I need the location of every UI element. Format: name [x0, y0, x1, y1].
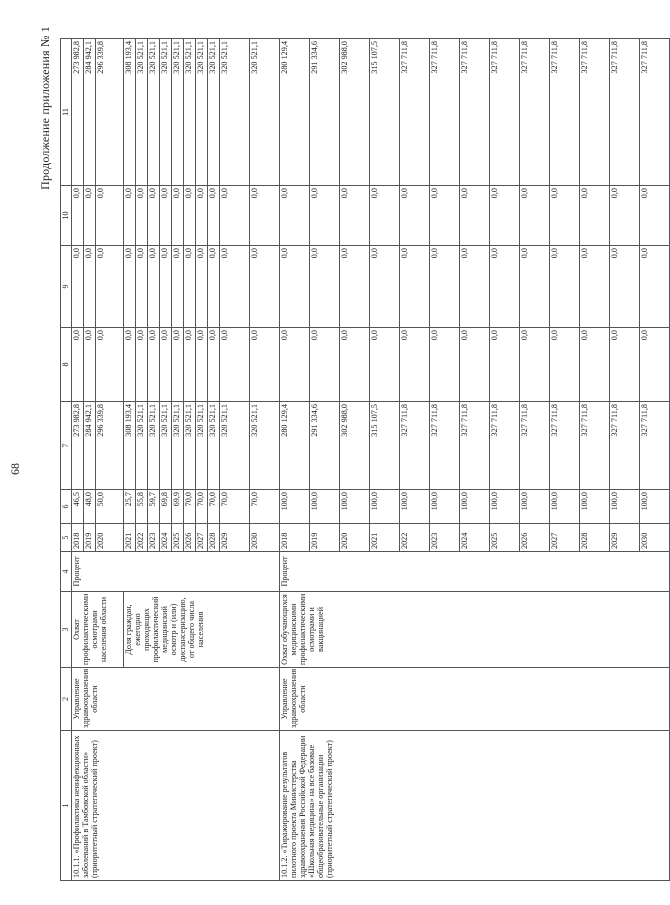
total-cell: 273 982,8 — [72, 402, 84, 490]
header-row — [61, 39, 72, 881]
other-sources-cell: 280 129,4 — [280, 39, 310, 186]
year-cell: 2026 — [520, 524, 550, 552]
header-cell: 9 — [61, 246, 72, 328]
local-budget-cell: 0,0 — [148, 186, 160, 246]
year-cell: 2021 — [124, 524, 136, 552]
regional-budget-cell: 0,0 — [610, 246, 640, 328]
federal-budget-cell: 0,0 — [550, 328, 580, 402]
year-cell: 2023 — [430, 524, 460, 552]
local-budget-cell: 0,0 — [72, 186, 84, 246]
percent-cell: 100,0 — [400, 490, 430, 524]
header-cell: 11 — [61, 39, 72, 186]
year-cell: 2030 — [640, 524, 670, 552]
percent-cell: 100,0 — [310, 490, 340, 524]
year-cell: 2018 — [280, 524, 310, 552]
total-cell: 291 334,6 — [310, 402, 340, 490]
percent-cell: 70,0 — [220, 490, 250, 524]
federal-budget-cell: 0,0 — [96, 328, 124, 402]
federal-budget-cell: 0,0 — [610, 328, 640, 402]
other-sources-cell: 273 982,8 — [72, 39, 84, 186]
local-budget-cell: 0,0 — [460, 186, 490, 246]
year-cell: 2029 — [610, 524, 640, 552]
total-cell: 327 711,8 — [550, 402, 580, 490]
header-cell: 3 — [61, 592, 72, 668]
regional-budget-cell: 0,0 — [550, 246, 580, 328]
other-sources-cell: 320 521,1 — [172, 39, 184, 186]
local-budget-cell: 0,0 — [136, 186, 148, 246]
local-budget-cell: 0,0 — [400, 186, 430, 246]
year-cell: 2020 — [340, 524, 370, 552]
unit-cell: Процент — [72, 552, 280, 592]
total-cell: 320 521,1 — [220, 402, 250, 490]
appendix-title: Продолжение приложения № 1 — [38, 26, 52, 190]
table-row — [280, 39, 310, 881]
local-budget-cell: 0,0 — [370, 186, 400, 246]
year-cell: 2019 — [84, 524, 96, 552]
percent-cell: 100,0 — [460, 490, 490, 524]
total-cell: 320 521,1 — [172, 402, 184, 490]
local-budget-cell: 0,0 — [160, 186, 172, 246]
local-budget-cell: 0,0 — [550, 186, 580, 246]
federal-budget-cell: 0,0 — [520, 328, 550, 402]
regional-budget-cell: 0,0 — [640, 246, 670, 328]
other-sources-cell: 327 711,8 — [490, 39, 520, 186]
page-number: 68 — [8, 463, 22, 475]
regional-budget-cell: 0,0 — [72, 246, 84, 328]
federal-budget-cell: 0,0 — [136, 328, 148, 402]
percent-cell: 100,0 — [280, 490, 310, 524]
percent-cell: 70,0 — [184, 490, 196, 524]
federal-budget-cell: 0,0 — [84, 328, 96, 402]
percent-cell: 100,0 — [430, 490, 460, 524]
other-sources-cell: 327 711,8 — [550, 39, 580, 186]
federal-budget-cell: 0,0 — [490, 328, 520, 402]
total-cell: 320 521,1 — [148, 402, 160, 490]
year-cell: 2030 — [250, 524, 280, 552]
regional-budget-cell: 0,0 — [370, 246, 400, 328]
local-budget-cell: 0,0 — [310, 186, 340, 246]
regional-budget-cell: 0,0 — [172, 246, 184, 328]
percent-cell: 55,8 — [136, 490, 148, 524]
percent-cell: 69,8 — [160, 490, 172, 524]
local-budget-cell: 0,0 — [340, 186, 370, 246]
other-sources-cell: 284 942,1 — [84, 39, 96, 186]
local-budget-cell: 0,0 — [610, 186, 640, 246]
other-sources-cell: 308 193,4 — [124, 39, 136, 186]
federal-budget-cell: 0,0 — [220, 328, 250, 402]
total-cell: 280 129,4 — [280, 402, 310, 490]
percent-cell: 50,0 — [96, 490, 124, 524]
total-cell: 320 521,1 — [208, 402, 220, 490]
federal-budget-cell: 0,0 — [430, 328, 460, 402]
local-budget-cell: 0,0 — [184, 186, 196, 246]
total-cell: 327 711,8 — [580, 402, 610, 490]
federal-budget-cell: 0,0 — [310, 328, 340, 402]
percent-cell: 100,0 — [580, 490, 610, 524]
local-budget-cell: 0,0 — [208, 186, 220, 246]
federal-budget-cell: 0,0 — [124, 328, 136, 402]
regional-budget-cell: 0,0 — [280, 246, 310, 328]
year-cell: 2024 — [160, 524, 172, 552]
year-cell: 2027 — [196, 524, 208, 552]
regional-budget-cell: 0,0 — [400, 246, 430, 328]
other-sources-cell: 320 521,1 — [220, 39, 250, 186]
other-sources-cell: 327 711,8 — [610, 39, 640, 186]
year-cell: 2027 — [550, 524, 580, 552]
other-sources-cell: 320 521,1 — [208, 39, 220, 186]
regional-budget-cell: 0,0 — [208, 246, 220, 328]
percent-cell: 100,0 — [520, 490, 550, 524]
regional-budget-cell: 0,0 — [124, 246, 136, 328]
federal-budget-cell: 0,0 — [250, 328, 280, 402]
year-cell: 2018 — [72, 524, 84, 552]
other-sources-cell: 327 711,8 — [520, 39, 550, 186]
local-budget-cell: 0,0 — [250, 186, 280, 246]
other-sources-cell: 320 521,1 — [136, 39, 148, 186]
federal-budget-cell: 0,0 — [148, 328, 160, 402]
year-cell: 2020 — [96, 524, 124, 552]
federal-budget-cell: 0,0 — [184, 328, 196, 402]
year-cell: 2029 — [220, 524, 250, 552]
regional-budget-cell: 0,0 — [96, 246, 124, 328]
regional-budget-cell: 0,0 — [430, 246, 460, 328]
total-cell: 320 521,1 — [184, 402, 196, 490]
total-cell: 308 193,4 — [124, 402, 136, 490]
percent-cell: 59,7 — [148, 490, 160, 524]
header-cell: 7 — [61, 402, 72, 490]
other-sources-cell: 327 711,8 — [580, 39, 610, 186]
percent-cell: 70,0 — [250, 490, 280, 524]
local-budget-cell: 0,0 — [280, 186, 310, 246]
percent-cell: 46,5 — [72, 490, 84, 524]
table-body — [72, 39, 670, 881]
header-cell: 4 — [61, 552, 72, 592]
header-cell: 6 — [61, 490, 72, 524]
federal-budget-cell: 0,0 — [400, 328, 430, 402]
regional-budget-cell: 0,0 — [310, 246, 340, 328]
regional-budget-cell: 0,0 — [184, 246, 196, 328]
regional-budget-cell: 0,0 — [148, 246, 160, 328]
federal-budget-cell: 0,0 — [208, 328, 220, 402]
event-name-cell: 10.1.2. «Тиражирование результатов пилотного проекта Министерства здравоохранения Российской Федерации «Школьная медицина» на все базовые общеобразовательные организации (приоритетный стратегический проект) — [280, 731, 670, 881]
federal-budget-cell: 0,0 — [72, 328, 84, 402]
other-sources-cell: 302 988,0 — [340, 39, 370, 186]
header-cell: 1 — [61, 731, 72, 881]
regional-budget-cell: 0,0 — [250, 246, 280, 328]
percent-cell: 69,9 — [172, 490, 184, 524]
table-row — [72, 39, 84, 881]
event-name-cell: 10.1.1. «Профилактика неинфекционных заболеваний в Тамбовской области» (приоритетный стратегический проект) — [72, 731, 280, 881]
year-cell: 2021 — [370, 524, 400, 552]
year-cell: 2028 — [580, 524, 610, 552]
total-cell: 320 521,1 — [160, 402, 172, 490]
program-table — [60, 38, 670, 881]
percent-cell: 25,7 — [124, 490, 136, 524]
percent-cell: 100,0 — [370, 490, 400, 524]
total-cell: 315 107,5 — [370, 402, 400, 490]
other-sources-cell: 327 711,8 — [400, 39, 430, 186]
other-sources-cell: 320 521,1 — [184, 39, 196, 186]
total-cell: 302 988,0 — [340, 402, 370, 490]
indicator-name-cell: Охват обучающихся медицинскими профилактическими осмотрами и вакцинацией — [280, 592, 670, 668]
total-cell: 296 339,8 — [96, 402, 124, 490]
regional-budget-cell: 0,0 — [490, 246, 520, 328]
total-cell: 327 711,8 — [400, 402, 430, 490]
unit-cell: Процент — [280, 552, 670, 592]
local-budget-cell: 0,0 — [172, 186, 184, 246]
percent-cell: 100,0 — [340, 490, 370, 524]
other-sources-cell: 320 521,1 — [250, 39, 280, 186]
other-sources-cell: 320 521,1 — [196, 39, 208, 186]
percent-cell: 48,0 — [84, 490, 96, 524]
local-budget-cell: 0,0 — [490, 186, 520, 246]
other-sources-cell: 320 521,1 — [160, 39, 172, 186]
local-budget-cell: 0,0 — [124, 186, 136, 246]
percent-cell: 70,0 — [208, 490, 220, 524]
total-cell: 327 711,8 — [430, 402, 460, 490]
local-budget-cell: 0,0 — [220, 186, 250, 246]
regional-budget-cell: 0,0 — [580, 246, 610, 328]
regional-budget-cell: 0,0 — [340, 246, 370, 328]
regional-budget-cell: 0,0 — [220, 246, 250, 328]
total-cell: 320 521,1 — [196, 402, 208, 490]
local-budget-cell: 0,0 — [96, 186, 124, 246]
percent-cell: 100,0 — [640, 490, 670, 524]
local-budget-cell: 0,0 — [640, 186, 670, 246]
total-cell: 320 521,1 — [250, 402, 280, 490]
header-cell: 8 — [61, 328, 72, 402]
federal-budget-cell: 0,0 — [196, 328, 208, 402]
percent-cell: 100,0 — [610, 490, 640, 524]
local-budget-cell: 0,0 — [520, 186, 550, 246]
total-cell: 327 711,8 — [520, 402, 550, 490]
federal-budget-cell: 0,0 — [460, 328, 490, 402]
other-sources-cell: 315 107,5 — [370, 39, 400, 186]
regional-budget-cell: 0,0 — [460, 246, 490, 328]
federal-budget-cell: 0,0 — [580, 328, 610, 402]
indicator-name-cell: Охват профилактическими осмотрами населения области — [72, 592, 124, 668]
total-cell: 327 711,8 — [490, 402, 520, 490]
year-cell: 2028 — [208, 524, 220, 552]
federal-budget-cell: 0,0 — [340, 328, 370, 402]
federal-budget-cell: 0,0 — [640, 328, 670, 402]
local-budget-cell: 0,0 — [580, 186, 610, 246]
year-cell: 2025 — [172, 524, 184, 552]
total-cell: 327 711,8 — [640, 402, 670, 490]
other-sources-cell: 327 711,8 — [640, 39, 670, 186]
percent-cell: 100,0 — [490, 490, 520, 524]
total-cell: 327 711,8 — [610, 402, 640, 490]
executor-cell: Управление здравоохранения области — [280, 668, 670, 731]
header-cell: 10 — [61, 186, 72, 246]
other-sources-cell: 320 521,1 — [148, 39, 160, 186]
regional-budget-cell: 0,0 — [196, 246, 208, 328]
local-budget-cell: 0,0 — [430, 186, 460, 246]
indicator-name-cell: Доля граждан, ежегодно проходящих профилактический медицинский осмотр и (или) диспансеризацию, от общего числа населения — [124, 592, 280, 668]
header-cell: 2 — [61, 668, 72, 731]
federal-budget-cell: 0,0 — [172, 328, 184, 402]
other-sources-cell: 291 334,6 — [310, 39, 340, 186]
regional-budget-cell: 0,0 — [520, 246, 550, 328]
year-cell: 2026 — [184, 524, 196, 552]
total-cell: 284 942,1 — [84, 402, 96, 490]
percent-cell: 70,0 — [196, 490, 208, 524]
year-cell: 2024 — [460, 524, 490, 552]
total-cell: 320 521,1 — [136, 402, 148, 490]
total-cell: 327 711,8 — [460, 402, 490, 490]
year-cell: 2022 — [136, 524, 148, 552]
regional-budget-cell: 0,0 — [136, 246, 148, 328]
year-cell: 2019 — [310, 524, 340, 552]
federal-budget-cell: 0,0 — [280, 328, 310, 402]
header-cell: 5 — [61, 524, 72, 552]
regional-budget-cell: 0,0 — [160, 246, 172, 328]
regional-budget-cell: 0,0 — [84, 246, 96, 328]
year-cell: 2022 — [400, 524, 430, 552]
local-budget-cell: 0,0 — [84, 186, 96, 246]
year-cell: 2023 — [148, 524, 160, 552]
other-sources-cell: 327 711,8 — [460, 39, 490, 186]
executor-cell: Управление здравоохранения области — [72, 668, 280, 731]
local-budget-cell: 0,0 — [196, 186, 208, 246]
other-sources-cell: 296 339,8 — [96, 39, 124, 186]
percent-cell: 100,0 — [550, 490, 580, 524]
other-sources-cell: 327 711,8 — [430, 39, 460, 186]
federal-budget-cell: 0,0 — [160, 328, 172, 402]
year-cell: 2025 — [490, 524, 520, 552]
federal-budget-cell: 0,0 — [370, 328, 400, 402]
